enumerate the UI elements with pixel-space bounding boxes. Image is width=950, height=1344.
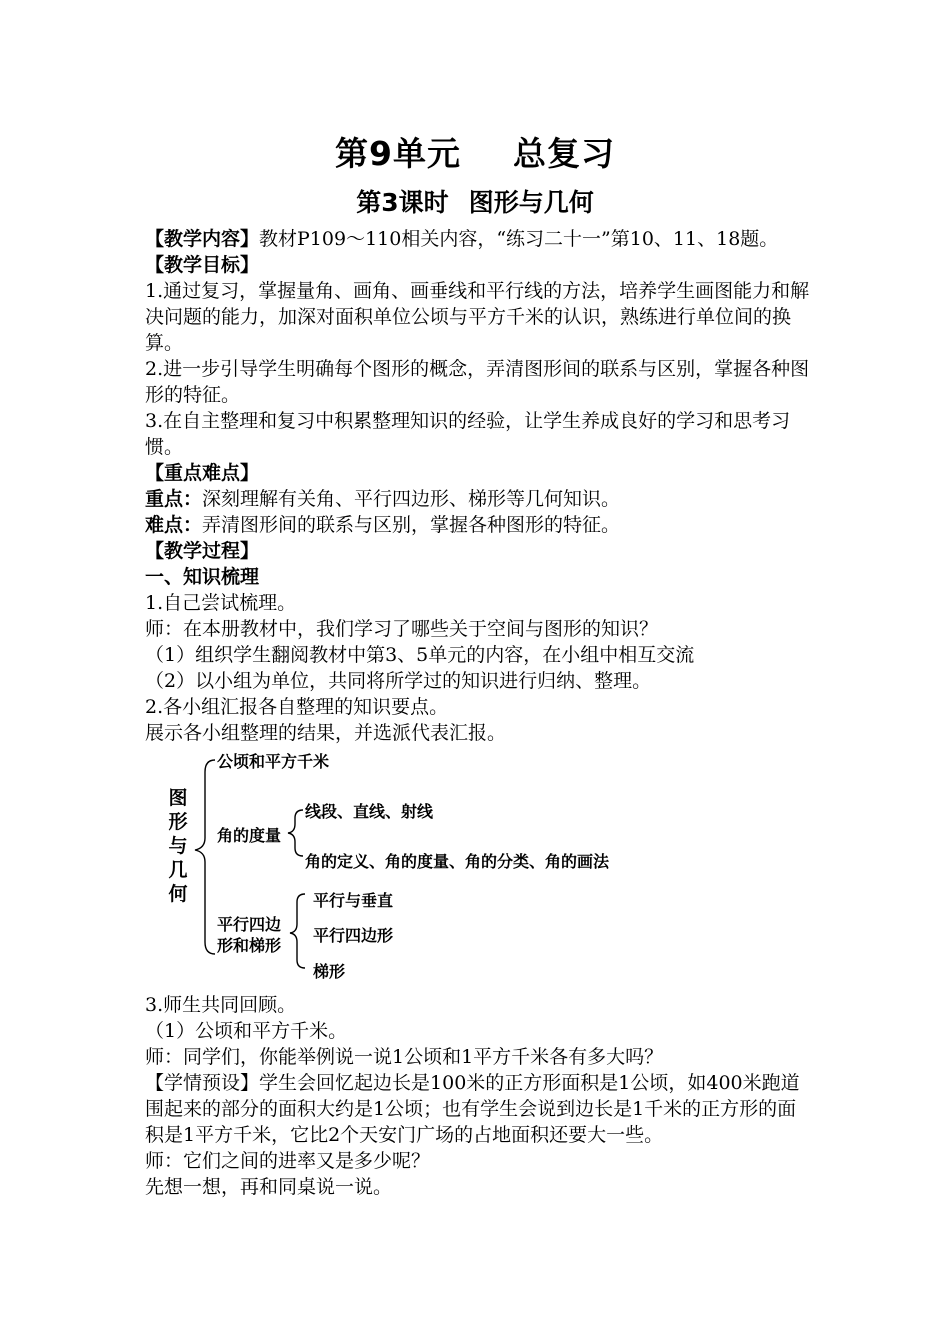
- difficulty-text: 弄清图形间的联系与区别，掌握各种图形的特征。: [202, 514, 621, 536]
- process-line: 师：在本册教材中，我们学习了哪些关于空间与图形的知识？: [145, 618, 659, 640]
- lesson-number: 第3课时: [356, 188, 449, 217]
- angle-brace: [288, 810, 303, 856]
- root-char: 图: [168, 787, 188, 809]
- teaching-content: [145, 226, 815, 252]
- difficulty-label: 难点：: [145, 514, 203, 536]
- process-line: （2）以小组为单位，共同将所学过的知识进行归纳、整理。: [145, 670, 652, 692]
- unit-number: 第9单元: [335, 134, 461, 173]
- key-points-heading: 【重点难点】: [145, 462, 260, 484]
- process-line: 1.自己尝试梳理。: [145, 592, 297, 614]
- unit-title: [0, 128, 950, 175]
- root-char: 何: [168, 883, 188, 905]
- root-char: 几: [168, 859, 188, 881]
- branch-parallelogram-line1: 平行四边: [217, 915, 282, 934]
- parallelogram-item: 平行与垂直: [313, 891, 394, 910]
- process-heading: 【教学过程】: [145, 540, 260, 562]
- angle-item: 线段、直线、射线: [305, 802, 434, 821]
- process-line: 展示各小组整理的结果，并选派代表汇报。: [145, 722, 507, 744]
- focus-label: 重点：: [145, 488, 203, 510]
- lesson-body: [145, 226, 815, 746]
- review-line: 先想一想，再和同桌说一说。: [145, 1176, 393, 1198]
- process-line: （1）组织学生翻阅教材中第3、5单元的内容，在小组中相互交流: [145, 644, 695, 666]
- review-line: 师：它们之间的进率又是多少呢？: [145, 1150, 431, 1172]
- root-char: 形: [168, 811, 188, 833]
- section-heading: 一、知识梳理: [145, 566, 260, 588]
- parallelogram-item: 平行四边形: [313, 926, 394, 945]
- angle-item: 角的定义、角的度量、角的分类、角的画法: [305, 852, 610, 871]
- branch-parallelogram-line2: 形和梯形: [217, 936, 282, 955]
- review-line: （1）公顷和平方千米。: [145, 1020, 348, 1042]
- diagram-root: [167, 786, 189, 906]
- process-line: 2.各小组汇报各自整理的知识要点。: [145, 696, 449, 718]
- root-char: 与: [168, 835, 188, 857]
- parallelogram-item: 梯形: [313, 962, 346, 981]
- teaching-content-label: 【教学内容】: [145, 228, 260, 250]
- branch-angle: 角的度量: [217, 826, 282, 845]
- difficulty-line: [145, 512, 815, 538]
- unit-topic: 总复习: [512, 134, 615, 173]
- lesson-title: [0, 183, 950, 219]
- teaching-content-text: 教材P109～110相关内容，“练习二十一”第10、11、18题。: [259, 228, 779, 250]
- objective-item: 1.通过复习，掌握量角、画角、画垂线和平行线的方法，培养学生画图能力和解决问题的能力，加深对面积单位公顷与平方千米的认识，熟练进行单位间的换算。: [145, 280, 810, 354]
- focus-text: 深刻理解有关角、平行四边形、梯形等几何知识。: [202, 488, 621, 510]
- knowledge-tree-diagram: [145, 746, 665, 986]
- focus-line: [145, 486, 815, 512]
- review-line: 3.师生共同回顾。: [145, 994, 297, 1016]
- review-body: [145, 992, 815, 1200]
- parallelogram-brace: [290, 894, 305, 968]
- objective-item: 3.在自主整理和复习中积累整理知识的经验，让学生养成良好的学习和思考习惯。: [145, 410, 791, 458]
- preset-text: 学生会回忆起边长是100米的正方形面积是1公顷，如400米跑道围起来的部分的面积大约是1公顷；也有学生会说到边长是1千米的正方形的面积是1平方千米，它比2个天安门广场的占地面积还要大一些。: [145, 1072, 800, 1146]
- branch-hectare: 公顷和平方千米: [217, 752, 330, 771]
- preset-paragraph: [145, 1070, 815, 1148]
- preset-label: 【学情预设】: [145, 1072, 260, 1094]
- main-brace: [195, 760, 215, 954]
- objective-item: 2.进一步引导学生明确每个图形的概念，弄清图形间的联系与区别，掌握各种图形的特征。: [145, 358, 810, 406]
- review-line: 师：同学们，你能举例说一说1公顷和1平方千米各有多大吗？: [145, 1046, 664, 1068]
- lesson-topic: 图形与几何: [468, 188, 594, 217]
- objectives-heading: 【教学目标】: [145, 254, 260, 276]
